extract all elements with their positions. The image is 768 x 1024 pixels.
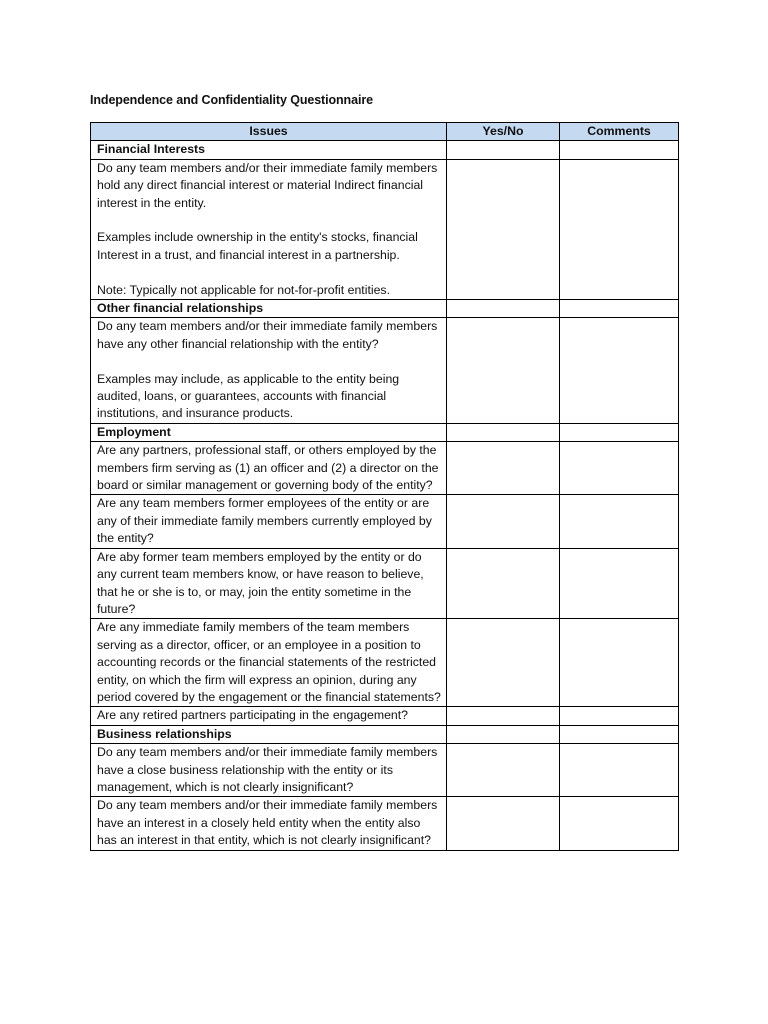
- table-row: [91, 744, 679, 797]
- yes-no-cell[interactable]: [447, 548, 560, 619]
- yes-no-cell[interactable]: [447, 423, 560, 441]
- yes-no-cell[interactable]: [447, 318, 560, 423]
- section-row: [91, 423, 679, 441]
- comments-cell[interactable]: [560, 318, 679, 423]
- issue-cell: [91, 619, 447, 707]
- table-row: [91, 318, 679, 423]
- issue-cell: [91, 318, 447, 423]
- yes-no-cell[interactable]: [447, 159, 560, 299]
- table-row: [91, 548, 679, 619]
- section-row: [91, 725, 679, 743]
- issue-cell: [91, 442, 447, 495]
- issue-text: Are any team members former employees of the entity or are any of their immediate family members currently employed by the entity?: [97, 496, 432, 546]
- comments-cell[interactable]: [560, 744, 679, 797]
- section-row: [91, 300, 679, 318]
- comments-cell[interactable]: [560, 159, 679, 299]
- column-header-comments: Comments: [560, 123, 679, 141]
- issue-cell: [91, 548, 447, 619]
- comments-cell[interactable]: [560, 495, 679, 548]
- table-row: [91, 797, 679, 850]
- table-header-row: [91, 123, 679, 141]
- comments-cell[interactable]: [560, 423, 679, 441]
- issue-cell: [91, 797, 447, 850]
- issue-text: Are any retired partners participating in the engagement?: [97, 708, 409, 723]
- section-heading: Business relationships: [91, 725, 447, 743]
- issue-text: Do any team members and/or their immediate family members hold any direct financial interest or material Indirect financial interest in the entity.: [97, 160, 438, 210]
- comments-cell[interactable]: [560, 141, 679, 159]
- comments-cell[interactable]: [560, 442, 679, 495]
- yes-no-cell[interactable]: [447, 141, 560, 159]
- issue-cell: [91, 159, 447, 299]
- table-row: [91, 159, 679, 299]
- yes-no-cell[interactable]: [447, 707, 560, 725]
- column-header-issues: Issues: [91, 123, 447, 141]
- table-row: [91, 442, 679, 495]
- comments-cell[interactable]: [560, 300, 679, 318]
- yes-no-cell[interactable]: [447, 725, 560, 743]
- questionnaire-table: [90, 122, 679, 851]
- yes-no-cell[interactable]: [447, 495, 560, 548]
- comments-cell[interactable]: [560, 725, 679, 743]
- issue-text: Do any team members and/or their immediate family members have a close business relationship with the entity or its management, which is not clearly insignificant?: [97, 745, 438, 794]
- section-heading: Financial Interests: [91, 141, 447, 159]
- table-row: [91, 495, 679, 548]
- issue-text: Do any team members and/or their immediate family members have any other financial relationship with the entity?: [97, 319, 438, 351]
- yes-no-cell[interactable]: [447, 442, 560, 495]
- table-row: [91, 619, 679, 707]
- paragraph-gap: [97, 353, 441, 370]
- yes-no-cell[interactable]: [447, 300, 560, 318]
- yes-no-cell[interactable]: [447, 797, 560, 850]
- comments-cell[interactable]: [560, 619, 679, 707]
- issue-text: Examples include ownership in the entity's stocks, financial Interest in a trust, and financial interest in a partnership.: [97, 230, 418, 262]
- yes-no-cell[interactable]: [447, 619, 560, 707]
- comments-cell[interactable]: [560, 548, 679, 619]
- issue-text: Are any partners, professional staff, or others employed by the members firm serving as (1) an officer and (2) a director on the board or similar management or governing body of the entity?: [97, 443, 439, 493]
- issue-text: Are aby former team members employed by the entity or do any current team members know, or have reason to believe, that he or she is to, or may, join the entity sometime in the future?: [97, 549, 424, 616]
- yes-no-cell[interactable]: [447, 744, 560, 797]
- paragraph-gap: [97, 264, 441, 281]
- section-heading: Employment: [91, 423, 447, 441]
- column-header-yes-no: Yes/No: [447, 123, 560, 141]
- issue-text: Examples may include, as applicable to the entity being audited, loans, or guarantees, accounts with financial institutions, and insurance products.: [97, 371, 400, 421]
- issue-cell: [91, 707, 447, 725]
- table-row: [91, 707, 679, 725]
- issue-text: Do any team members and/or their immediate family members have an interest in a closely held entity when the entity also has an interest in that entity, which is not clearly insignificant?: [97, 798, 438, 848]
- page-title: Independence and Confidentiality Questionnaire: [90, 93, 373, 107]
- paragraph-gap: [97, 212, 441, 229]
- comments-cell[interactable]: [560, 707, 679, 725]
- comments-cell[interactable]: [560, 797, 679, 850]
- section-heading: Other financial relationships: [91, 300, 447, 318]
- issue-text: Note: Typically not applicable for not-for-profit entities.: [97, 282, 390, 297]
- section-row: [91, 141, 679, 159]
- issue-cell: [91, 744, 447, 797]
- issue-text: Are any immediate family members of the team members serving as a director, officer, or an employee in a position to accounting records or the financial statements of the restricted entity, on which the firm will express an opinion, during any period covered by the engagement or the financial statements?: [97, 620, 441, 704]
- issue-cell: [91, 495, 447, 548]
